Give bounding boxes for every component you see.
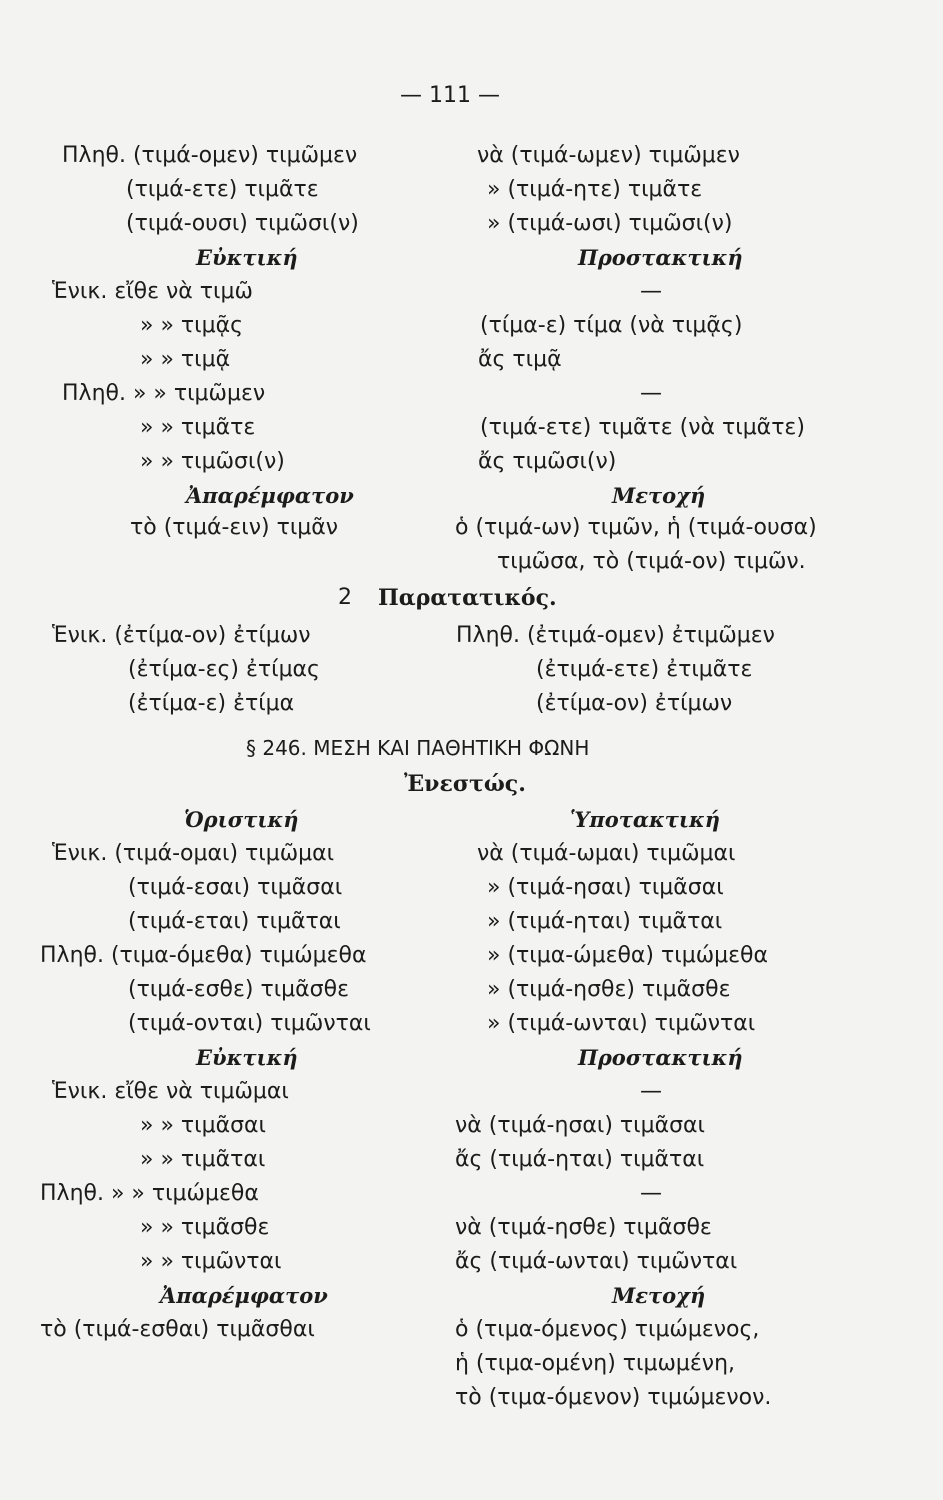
aparemfato-heading: Ἀπαρέμφατον	[186, 483, 354, 508]
left-row: (τιμά-ετε) τιμᾶτε	[126, 177, 319, 202]
paratatikos-right-row: Πληθ. (ἐτιμά-ομεν) ἐτιμῶμεν	[456, 623, 775, 648]
metochi-heading: Μετοχή	[612, 1283, 706, 1308]
prostaktiki-row: νὰ (τιμά-ησθε) τιμᾶσθε	[455, 1215, 712, 1240]
paratatikos-left-row: (ἐτίμα-ες) ἐτίμας	[128, 657, 320, 682]
euktiki-row: » » τιμᾶσαι	[140, 1113, 266, 1138]
right-row: νὰ (τιμά-ωμεν) τιμῶμεν	[477, 143, 740, 168]
oristiki-row: (τιμά-εται) τιμᾶται	[128, 909, 341, 934]
prostaktiki-row: ἄς (τιμά-ωνται) τιμῶνται	[455, 1249, 738, 1274]
euktiki-row: Ἑνικ. εἴθε νὰ τιμῶ	[52, 279, 253, 304]
prostaktiki-row: —	[640, 1181, 662, 1206]
euktiki-row: » » τιμᾶτε	[140, 415, 256, 440]
paratatikos-heading: Παρατατικός.	[378, 585, 557, 611]
oristiki-row: (τιμά-εσθε) τιμᾶσθε	[128, 977, 349, 1002]
metochi-line: τιμῶσα, τὸ (τιμά-ον) τιμῶν.	[497, 549, 806, 574]
euktiki-heading: Εὐκτική	[196, 1045, 298, 1070]
oristiki-heading: Ὁριστική	[184, 807, 299, 832]
oristiki-row: Ἑνικ. (τιμά-ομαι) τιμῶμαι	[52, 841, 335, 866]
euktiki-heading: Εὐκτική	[196, 245, 298, 270]
euktiki-row: » » τιμῶνται	[140, 1249, 282, 1274]
ypotaktiki-row: νὰ (τιμά-ωμαι) τιμῶμαι	[477, 841, 736, 866]
prostaktiki-row: νὰ (τιμά-ησαι) τιμᾶσαι	[455, 1113, 705, 1138]
metochi-line: ὁ (τιμά-ων) τιμῶν, ἡ (τιμά-ουσα)	[455, 515, 817, 540]
euktiki-row: Πληθ. » » τιμῶμεν	[62, 381, 266, 406]
right-row: » (τιμά-ωσι) τιμῶσι(ν)	[487, 211, 733, 236]
left-row: Πληθ. (τιμά-ομεν) τιμῶμεν	[62, 143, 358, 168]
prostaktiki-row: —	[640, 381, 662, 406]
ypotaktiki-row: » (τιμά-ωνται) τιμῶνται	[487, 1011, 756, 1036]
paratatikos-number: 2	[338, 585, 352, 610]
metochi-heading: Μετοχή	[612, 483, 706, 508]
prostaktiki-row: ἄς τιμῶσι(ν)	[478, 449, 617, 474]
oristiki-row: (τιμά-εσαι) τιμᾶσαι	[128, 875, 343, 900]
aparemfato-text: τὸ (τιμά-εσθαι) τιμᾶσθαι	[40, 1317, 315, 1342]
aparemfato-text: τὸ (τιμά-ειν) τιμᾶν	[130, 515, 339, 540]
euktiki-row: » » τιμῶσι(ν)	[140, 449, 285, 474]
euktiki-row: » » τιμᾶται	[140, 1147, 266, 1172]
prostaktiki-row: (τίμα-ε) τίμα (νὰ τιμᾷς)	[480, 313, 743, 338]
prostaktiki-heading: Προστακτική	[578, 245, 743, 270]
ypotaktiki-row: » (τιμά-ηται) τιμᾶται	[487, 909, 723, 934]
aparemfato-heading: Ἀπαρέμφατον	[160, 1283, 328, 1308]
euktiki-row: » » τιμᾶσθε	[140, 1215, 270, 1240]
ypotaktiki-row: » (τιμα-ώμεθα) τιμώμεθα	[487, 943, 768, 968]
prostaktiki-heading: Προστακτική	[578, 1045, 743, 1070]
oristiki-row: Πληθ. (τιμα-όμεθα) τιμώμεθα	[40, 943, 367, 968]
left-row: (τιμά-ουσι) τιμῶσι(ν)	[126, 211, 359, 236]
euktiki-row: Ἑνικ. εἴθε νὰ τιμῶμαι	[52, 1079, 289, 1104]
prostaktiki-row: —	[640, 1079, 662, 1104]
prostaktiki-row: —	[640, 279, 662, 304]
page-number: — 111 —	[400, 83, 500, 108]
paratatikos-left-row: (ἐτίμα-ε) ἐτίμα	[128, 691, 295, 716]
euktiki-row: » » τιμᾷς	[140, 313, 244, 338]
metochi-line: ὁ (τιμα-όμενος) τιμώμενος,	[455, 1317, 760, 1342]
paratatikos-left-row: Ἑνικ. (ἐτίμα-ον) ἐτίμων	[52, 623, 311, 648]
prostaktiki-row: ἄς τιμᾷ	[478, 347, 562, 372]
euktiki-row: » » τιμᾷ	[140, 347, 231, 372]
ypotaktiki-row: » (τιμά-ησθε) τιμᾶσθε	[487, 977, 731, 1002]
prostaktiki-row: ἄς (τιμά-ηται) τιμᾶται	[455, 1147, 705, 1172]
ypotaktiki-heading: Ὑποτακτική	[570, 807, 721, 832]
ypotaktiki-row: » (τιμά-ησαι) τιμᾶσαι	[487, 875, 724, 900]
paratatikos-right-row: (ἐτίμα-ον) ἐτίμων	[536, 691, 733, 716]
oristiki-row: (τιμά-ονται) τιμῶνται	[128, 1011, 371, 1036]
metochi-line: ἡ (τιμα-ομένη) τιμωμένη,	[455, 1351, 736, 1376]
metochi-line: τὸ (τιμα-όμενον) τιμώμενον.	[455, 1385, 772, 1410]
section-title: § 246. ΜΕΣΗ ΚΑΙ ΠΑΘΗΤΙΚΗ ΦΩΝΗ	[246, 736, 590, 760]
prostaktiki-row: (τιμά-ετε) τιμᾶτε (νὰ τιμᾶτε)	[480, 415, 805, 440]
euktiki-row: Πληθ. » » τιμώμεθα	[40, 1181, 259, 1206]
section-subtitle: Ἐνεστώς.	[404, 771, 526, 797]
right-row: » (τιμά-ητε) τιμᾶτε	[487, 177, 703, 202]
paratatikos-right-row: (ἐτιμά-ετε) ἐτιμᾶτε	[536, 657, 753, 682]
